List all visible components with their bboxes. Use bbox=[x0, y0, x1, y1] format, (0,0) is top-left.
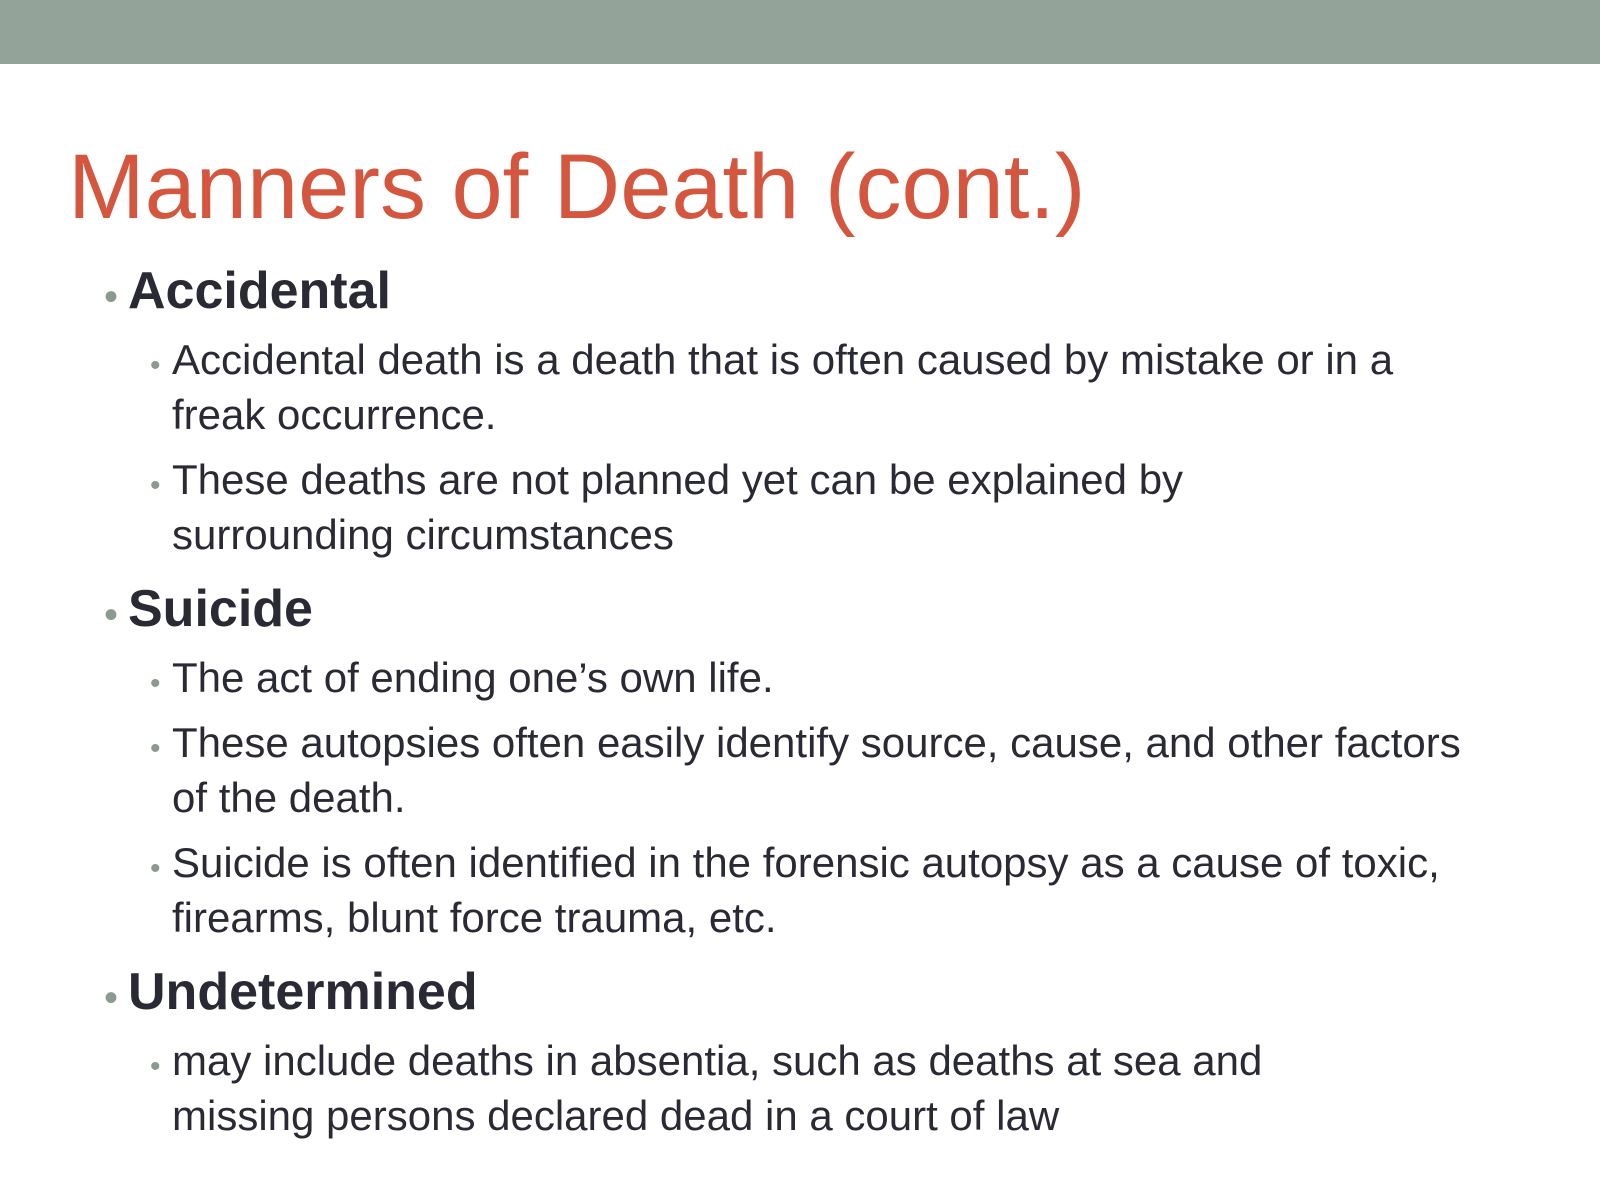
heading-text: Suicide bbox=[128, 580, 313, 638]
bullet-icon: • bbox=[104, 275, 119, 319]
section-undetermined bbox=[104, 963, 1504, 1143]
sub-bullet-text: Suicide is often identified in the forensic autopsy as a cause of toxic, firearms, blunt force trauma, etc. bbox=[172, 839, 1440, 941]
slide-title: Manners of Death (cont.) bbox=[68, 136, 1086, 238]
sub-bullet-item bbox=[104, 835, 1482, 945]
bullet-icon: • bbox=[150, 469, 161, 502]
sub-bullet-item bbox=[104, 332, 1492, 442]
bullet-heading-undetermined bbox=[104, 963, 1504, 1021]
sub-bullet-text: The act of ending one’s own life. bbox=[172, 654, 774, 701]
slide-content bbox=[104, 262, 1504, 1143]
bullet-heading-suicide bbox=[104, 580, 1504, 638]
sub-bullet-text: These autopsies often easily identify source, cause, and other factors of the death. bbox=[172, 719, 1461, 821]
sub-bullet-text: These deaths are not planned yet can be explained by surrounding circumstances bbox=[172, 456, 1184, 558]
bullet-icon: • bbox=[104, 593, 119, 637]
bullet-icon: • bbox=[104, 976, 119, 1020]
sub-bullets-accidental bbox=[104, 332, 1504, 562]
bullet-icon: • bbox=[150, 1050, 161, 1083]
bullet-icon: • bbox=[150, 667, 161, 700]
heading-text: Accidental bbox=[128, 262, 391, 320]
bullet-heading-accidental bbox=[104, 262, 1504, 320]
bullet-icon: • bbox=[150, 732, 161, 765]
sub-bullet-item bbox=[104, 650, 1492, 705]
heading-text: Undetermined bbox=[128, 963, 478, 1021]
sub-bullet-item bbox=[104, 452, 1332, 562]
sub-bullets-suicide bbox=[104, 650, 1504, 945]
section-accidental bbox=[104, 262, 1504, 562]
section-suicide bbox=[104, 580, 1504, 945]
sub-bullets-undetermined bbox=[104, 1033, 1504, 1143]
sub-bullet-text: may include deaths in absentia, such as deaths at sea and missing persons declared dead in a court of law bbox=[172, 1037, 1263, 1139]
bullet-icon: • bbox=[150, 349, 161, 382]
sub-bullet-text: Accidental death is a death that is often caused by mistake or in a freak occurrence. bbox=[172, 336, 1394, 438]
sub-bullet-item bbox=[104, 715, 1472, 825]
top-color-band bbox=[0, 0, 1600, 64]
bullet-icon: • bbox=[150, 852, 161, 885]
sub-bullet-item bbox=[104, 1033, 1412, 1143]
